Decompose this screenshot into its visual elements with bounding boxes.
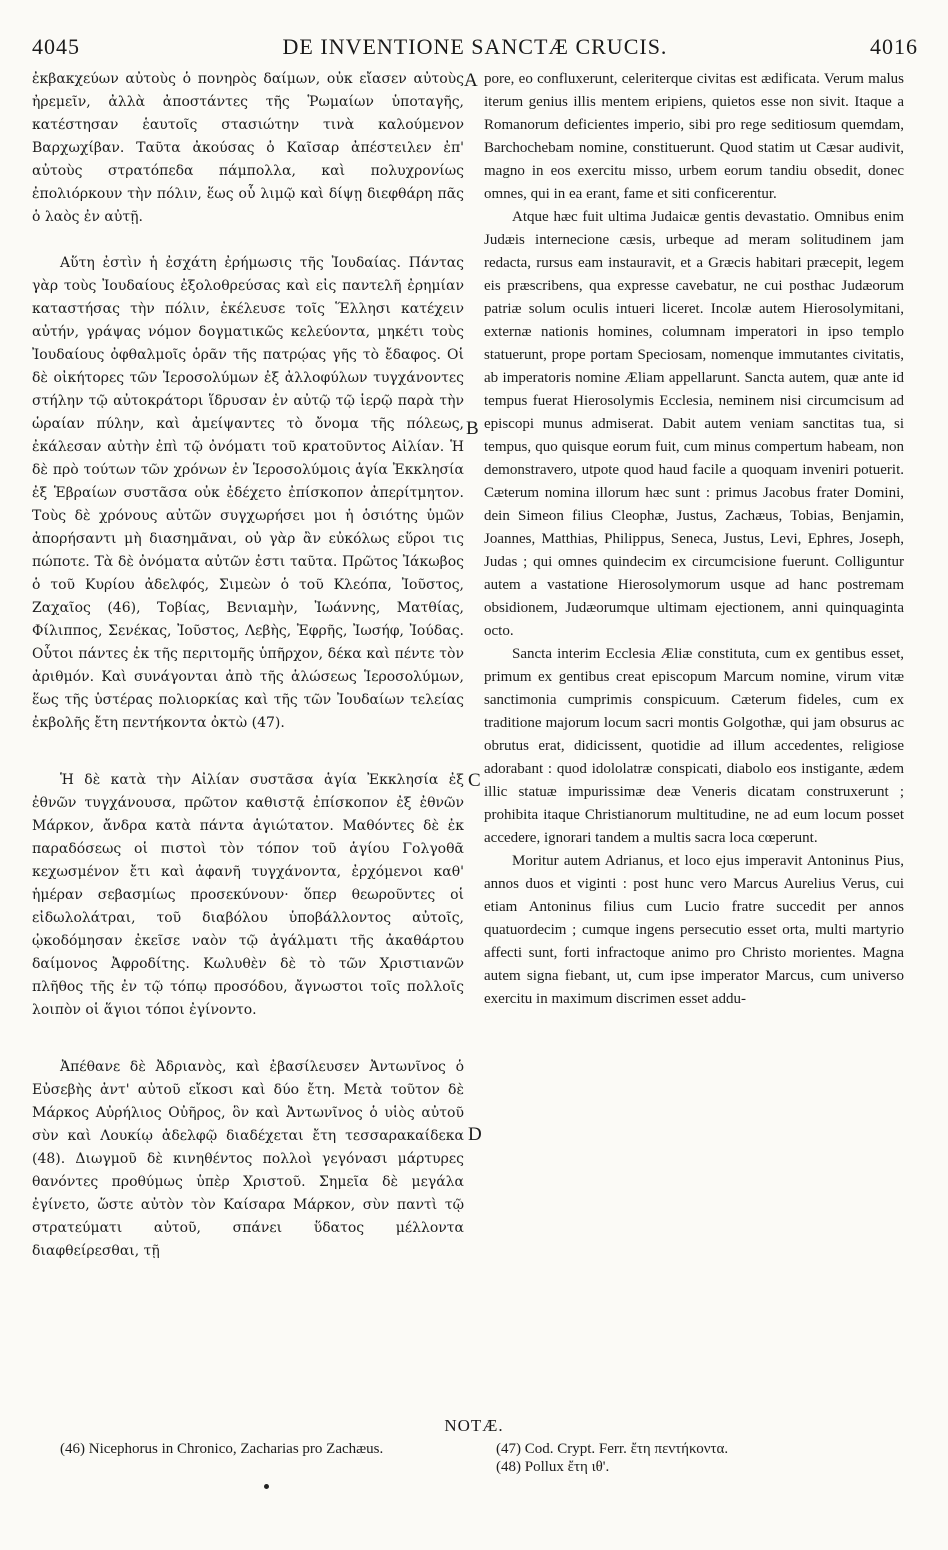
latin-paragraph: pore, eo confluxerunt, celeriterque civitas est ædificata. Verum malus iterum genius illis mentem eripiens, quietos esse non sivit. Itaque a Romanorum deficientes imperio, sibi pro rege seditiosum quemdam, Barchochebam nomine, constituerunt. Quod statim ut Cæsar audivit, magno in eos exercitu misso, urbem eorum tandiu obsedit, donec omnes, qui in ea erant, fame et siti conficerentur. — [484, 71, 904, 202]
latin-paragraph: Moritur autem Adrianus, et loco ejus imperavit Antoninus Pius, annos duos et viginti : post hunc vero Marcus Aurelius Verus, cui etiam Antoninus filius cum Lucio fratre succedit per annos quatuordecim ; cumque ingens persecutio esset orta, multi martyrio affecti sunt, forti infractoque animo pro Christo morientes. Magna autem signa fiebant, ut, cum ipse imperator Marcus, cum universo exercitu in maximum discrimen esset addu- — [484, 853, 904, 1007]
greek-paragraph: Ἀπέθανε δὲ Ἀδριανὸς, καὶ ἐβασίλευσεν Ἀντωνῖνος ὁ Εὐσεβὴς ἀντ' αὐτοῦ εἴκοσι καὶ δύο ἔτη. Μετὰ τοῦτον δὲ Μάρκος Αὐρήλιος Οὐῆρος, ὃν καὶ Ἀντωνῖνος ὁ υἱὸς αὐτοῦ σὺν καὶ Λουκίῳ ἀδελφῷ διαδέχεται ἔτη τεσσαρακαίδεκα (48). Διωγμοῦ δὲ κινηθέντος πολλοὶ γεγόνασι μάρτυρες θανόντες προθύμως ὑπὲρ Χριστοῦ. Σημεῖα δὲ μεγάλα ἐγίνετο, ὥστε αὐτὸν τὸν Καίσαρα Μάρκον, σὺν παντὶ τῷ στρατεύματι αὐτοῦ, σπάνει ὕδατος μέλλοντα διαφθείρεσθαι, τῇ — [32, 1059, 464, 1259]
footnote-46: (46) Nicephorus in Chronico, Zacharias pro Zachæus. — [60, 1441, 384, 1457]
printer-dot — [264, 1484, 269, 1489]
greek-column — [32, 68, 464, 1263]
page-number-left: 4045 — [32, 34, 80, 59]
greek-paragraph: Αὕτη ἐστὶν ἡ ἐσχάτη ἐρήμωσις τῆς Ἰουδαίας. Πάντας γὰρ τοὺς Ἰουδαίους ἐξολοθρεύσας καὶ εἰς παντελῆ ἐρημίαν καταστήσας τὴν πόλιν, ἐκέλευσε τοῖς Ἕλλησι κατέχειν αὐτήν, γράψας νόμον δογματικῶς κελεύοντα, μηκέτι τοὺς Ἰουδαίους ὀφθαλμοῖς ὁρᾶν τῆς πατρῴας γῆς τὸ ἔδαφος. Οἱ δὲ οἰκήτορες τῶν Ἱεροσολύμων ἐξ ἀλλοφύλων τυγχάνοντες στήλην τῷ αὐτοκράτορι ἵδρυσαν ἐν αὐτῷ τῷ ἱερῷ παρὰ τὴν ὡραίαν πύλην, καὶ ἀμείψαντες τὸ ὄνομα τῆς πόλεως, ἐκάλεσαν αὐτὴν ἐπὶ τῷ ὀνόματι τοῦ κρατοῦντος Αἰλίαν. Ἡ δὲ πρὸ τούτων τῶν χρόνων ἐν Ἱεροσολύμοις ἁγία Ἐκκλησία ἐξ Ἑβραίων συστᾶσα οὐκ ἐδέχετο ἐπίσκοπον ἀπερίτμητον. Τοὺς δὲ χρόνους αὐτῶν συγχωρήσει μοι ἡ ὁσιότης ὑμῶν ἀπορήσαντι μὴ διασημᾶναι, οὐ γὰρ ἂν εὐκόλως εὕροι τις πώποτε. Τὰ δὲ ὀνόματα αὐτῶν ἐστι ταῦτα. Πρῶτος Ἰάκωβος ὁ τοῦ Κυρίου ἀδελφός, Σιμεὼν ὁ τοῦ Κλεόπα, Ἰοῦστος, Ζαχαῖος (46), Τοβίας, Βενιαμὴν, Ἰωάννης, Ματθίας, Φίλιππος, Σενέκας, Ἰοῦστος, Λεβὴς, Ἐφρῆς, Ἰωσήφ, Ἰούδας. Οὗτοι πάντες ἐκ τῆς περιτομῆς ὑπῆρχον, δέκα καὶ πέντε τὸν ἀριθμόν. Καὶ συνάγονται ἀπὸ τῆς ἁλώσεως Ἱεροσολύμων, ἕως τῆς ὑστέρας πολιορκίας καὶ τῆς τῶν Ἰουδαίων τελείας ἐκβολῆς ἔτη πεντήκοντα ὀκτὼ (47). — [32, 255, 464, 731]
margin-marker-d: D — [468, 1124, 482, 1145]
margin-marker-c: C — [468, 770, 481, 791]
margin-marker-a: A — [464, 70, 478, 91]
greek-paragraph: Ἡ δὲ κατὰ τὴν Αἰλίαν συστᾶσα ἁγία Ἐκκλησία ἐξ ἐθνῶν τυγχάνουσα, πρῶτον καθιστᾷ ἐπίσκοπον ἐξ ἐθνῶν Μάρκον, ἄνδρα κατὰ πάντα ἁγιώτατον. Μαθόντες δὲ ἐκ παραδόσεως οἱ πιστοὶ τὸν τόπον τοῦ ἁγίου Γολγοθᾶ κεχωσμένον ἔτι καὶ ἀφανῆ τυγχάνοντα, ἐρχόμενοι καθ' ἡμέραν σεβασμίως προσεκύνουν· ὅπερ θεωροῦντες οἱ εἰδωλολάτραι, τοῦ διαβόλου ὑποβάλλοντος αὐτοῖς, ᾠκοδόμησαν ἐκεῖσε ναὸν τῷ ἀγάλματι τῆς ἀκαθάρτου δαίμονος Ἀφροδίτης. Κωλυθὲν δὲ τὸ τῶν Χριστιανῶν πλῆθος τῆς ἐν τῷ τόπῳ προσόδου, ἄγνωστοι τοῖς πολλοῖς λοιπὸν οἱ ἅγιοι τόποι ἐγίνοντο. — [32, 772, 464, 1018]
latin-column — [484, 68, 904, 1011]
running-title: DE INVENTIONE SANCTÆ CRUCIS. — [282, 34, 668, 59]
notes-title: NOTÆ. — [444, 1416, 504, 1435]
greek-paragraph: ἐκβακχεύων αὐτοὺς ὁ πονηρὸς δαίμων, οὐκ εἴασεν αὐτοὺς ἠρεμεῖν, ἀλλὰ ἀποστάντες τῆς Ῥωμαίων ὑποταγῆς, κατέστησαν ἑαυτοῖς στασιώτην τινὰ καλούμενον Βαρχωχίβαν. Ταῦτα ἀκούσας ὁ Καῖσαρ ἀπέστειλεν ἐπ' αὐτοὺς στρατόπεδα πάμπολλα, καὶ πολυχρονίως ἐπολιόρκουν τὴν πόλιν, ἕως οὗ λιμῷ καὶ δίψῃ διεφθάρη πᾶς ὁ λαὸς ἐν αὐτῇ. — [32, 71, 464, 225]
footnote-47: (47) Cod. Crypt. Ferr. ἔτη πεντήκοντα. — [496, 1441, 729, 1457]
margin-marker-b: B — [466, 418, 479, 439]
footnotes-left — [60, 1440, 460, 1458]
footnotes-right — [496, 1440, 896, 1476]
latin-paragraph: Sancta interim Ecclesia Æliæ constituta, cum ex gentibus esset, primum ex gentibus creat episcopum Marcum nomine, virum vitæ sanctimonia cumprimis conspicuum. Cæterum fideles, cum ex traditione majorum locum sacri montis Golgothæ, qui jam obsurus ac obrutus erat, didicissent, quotidie ad illum accedentes, religiose adorabant : quod idololatræ conspicati, diabolo eos instigante, ædem illic statuæ impurissimæ deæ Veneris dicatam construxerunt ; prohibita itaque Christianorum multitudine, ne ad eum locum posset accedere, ignorari tandem a multis sacra loca cœperunt. — [484, 646, 904, 846]
page-number-right: 4016 — [870, 34, 918, 59]
page-header — [32, 34, 918, 64]
latin-paragraph: Atque hæc fuit ultima Judaicæ gentis devastatio. Omnibus enim Judæis internecione cæsis, urbeque ad meram solitudinem jam redacta, rursus eam instauravit, et a Græcis habitari præcepit, legem eis præscribens, qua expresse cavebatur, ne cui posthac Judæorum patriæ solum oculis intueri liceret. Incolæ autem Hierosolymitani, externæ nationis homines, columnam imperatori in ipso templo statuerunt, prope portam Speciosam, nomenque immutantes civitatis, ab imperatoris nomine Æliam appellarunt. Sancta autem, quæ ante id tempus fuerat Hierosolymis Ecclesia, neminem nisi circumcisum ad episcopi munus admiserat. Dabit autem veniam sanctitas tua, si tempus, quo quisque eorum fuit, cum minus compertum habeam, non demonstravero, utpote quod haud facile a quoquam inveniri potuerit. Cæterum nomina illorum hæc sunt : primus Jacobus frater Domini, dein Simeon filius Cleophæ, Justus, Zachæus, Tobias, Benjamin, Joannes, Matthias, Philippus, Seneca, Justus, Levi, Ephres, Joseph, Judas ; qui omnes quindecim ex circumcisione fuerunt. Colliguntur autem a vastatione Hierosolymorum usque ad hanc postremam obsidionem, Judæorumque ultimam ejectionem, anni quinquaginta octo. — [484, 209, 904, 639]
footnote-48: (48) Pollux ἔτη ιθ'. — [496, 1459, 610, 1475]
